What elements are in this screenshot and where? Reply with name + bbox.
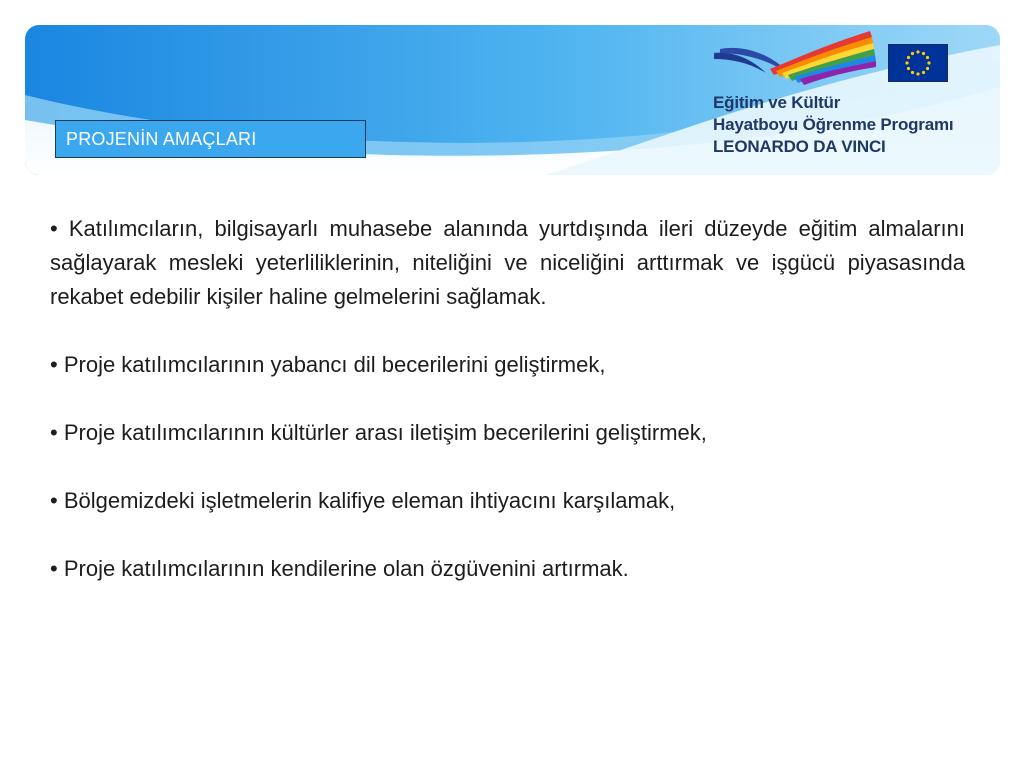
bullet-icon: •	[50, 352, 58, 377]
list-item-text: Proje katılımcılarının kültürler arası iletişim becerilerini geliştirmek,	[63, 420, 707, 445]
program-line-1: Eğitim ve Kültür	[713, 93, 841, 112]
bullet-icon: •	[50, 556, 58, 581]
bullet-icon: •	[50, 488, 58, 513]
list-item	[50, 416, 965, 450]
list-item-text: Proje katılımcılarının yabancı dil becerilerini geliştirmek,	[63, 352, 606, 377]
eu-flag-icon	[888, 44, 948, 82]
list-item	[50, 212, 965, 314]
list-item	[50, 348, 965, 382]
leonardo-swoosh-logo-icon	[710, 27, 880, 87]
program-line-3: LEONARDO DA VINCI	[713, 137, 886, 156]
list-item-text: Katılımcıların, bilgisayarlı muhasebe alanında yurtdışında ileri düzeyde eğitim almalarını sağlayarak mesleki yeterliliklerinin, niteliğini ve niceliğini arttırmak ve işgücü piyasasında rekabet edebilir kişiler haline gelmelerini sağlamak.	[50, 216, 965, 309]
program-name	[713, 92, 953, 158]
objectives-list	[50, 212, 965, 620]
program-line-2: Hayatboyu Öğrenme Programı	[713, 115, 954, 134]
bullet-icon: •	[50, 420, 58, 445]
section-title: PROJENİN AMAÇLARI	[55, 120, 366, 158]
bullet-icon: •	[50, 216, 58, 241]
list-item-text: Proje katılımcılarının kendilerine olan özgüvenini artırmak.	[63, 556, 629, 581]
list-item	[50, 484, 965, 518]
list-item	[50, 552, 965, 586]
list-item-text: Bölgemizdeki işletmelerin kalifiye eleman ihtiyacını karşılamak,	[63, 488, 676, 513]
